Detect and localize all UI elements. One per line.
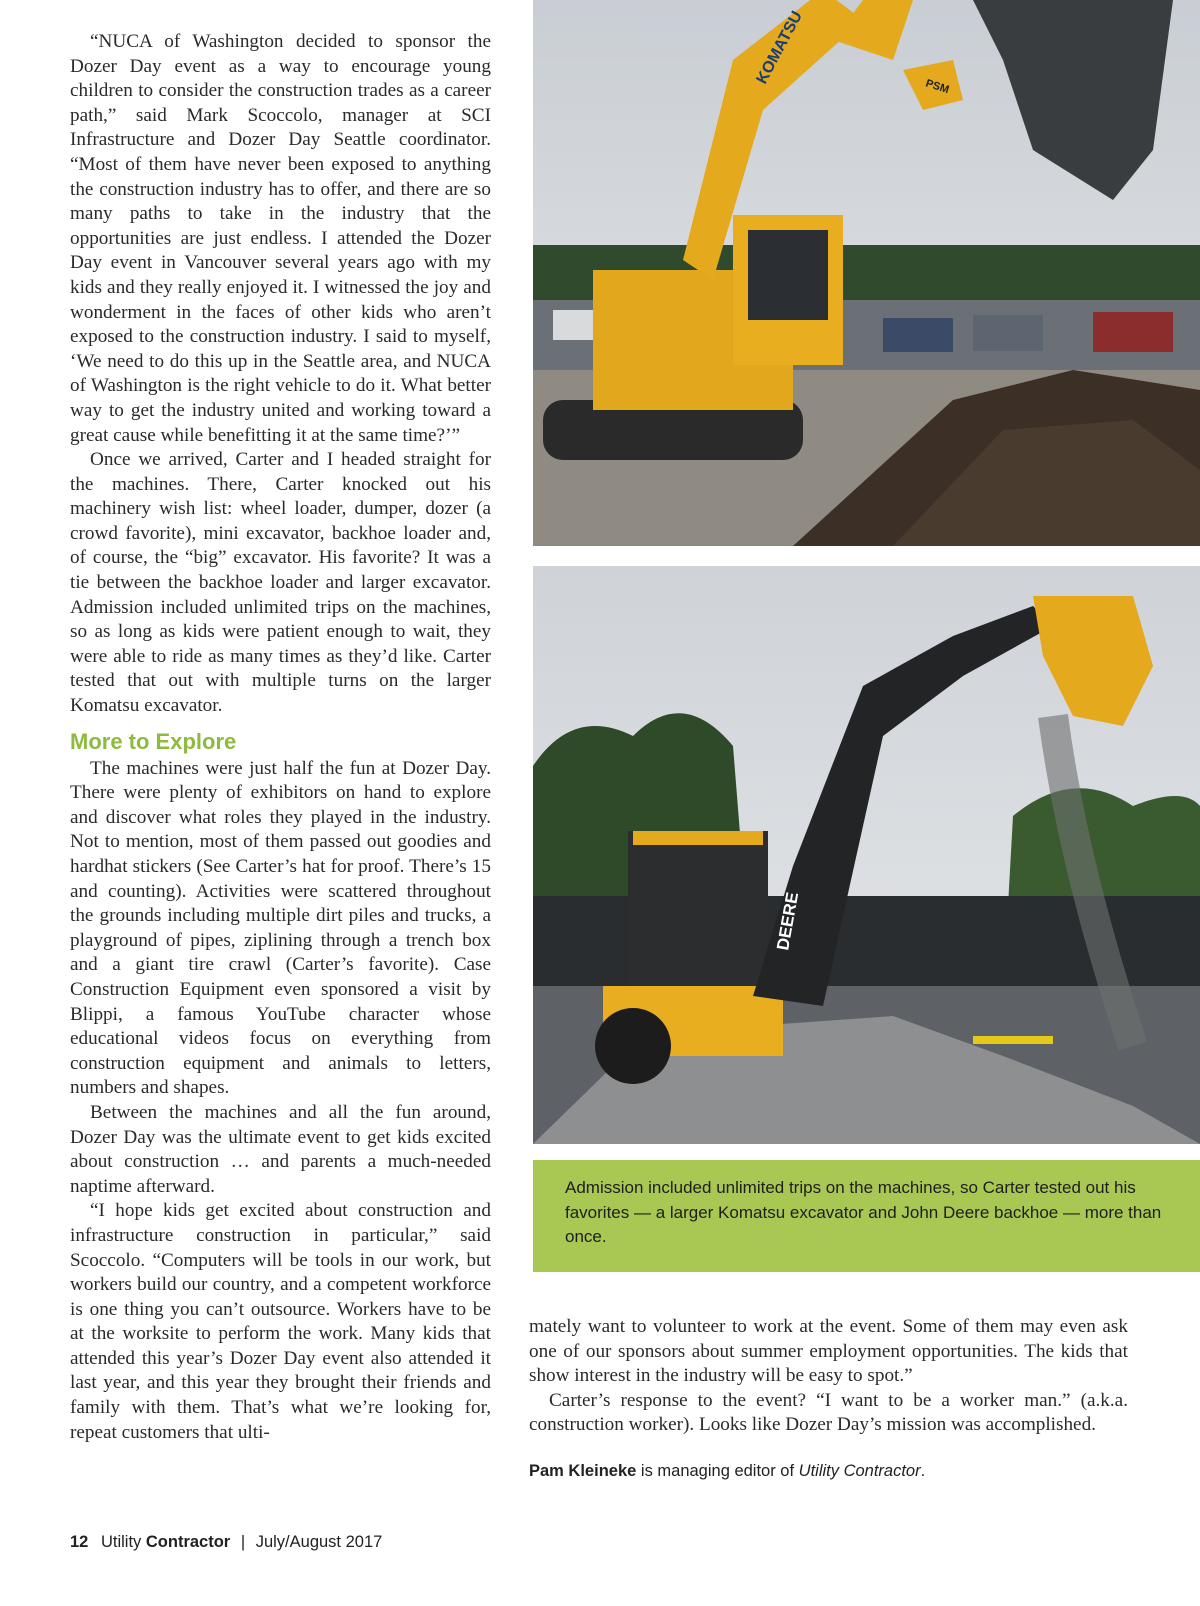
article-paragraph: Carter’s response to the event? “I want to be a worker man.” (a.k.a. construction worker). Looks like Dozer Day’s mission was accomplished. <box>529 1389 1128 1436</box>
issue-date: July/August 2017 <box>255 1533 383 1551</box>
author-bio-end: . <box>920 1462 926 1480</box>
deere-logo-text: DEERE <box>773 890 803 952</box>
author-bio <box>529 1462 1129 1481</box>
publication-name: Utility Contractor <box>798 1462 921 1480</box>
article-paragraph: Once we arrived, Carter and I headed straight for the machines. There, Carter knocked out his machinery wish list: wheel loader, dumper, dozer (a crowd favorite), mini excavator, backhoe loader and, of course, the “big” excavator. His favorite? It was a tie between the backhoe loader and larger excavator. Admission included unlimited trips on the machines, so as long as kids were patient enough to wait, they were able to ride as many times as they’d like. Carter tested that out with multiple turns on the larger Komatsu excavator. <box>70 449 491 717</box>
footer-separator: | <box>240 1533 246 1551</box>
article-paragraph: The machines were just half the fun at Dozer Day. There were plenty of exhibitors on hand to explore and discover what roles they played in the industry. Not to mention, most of them passed out goodies and hardhat stickers (See Carter’s hat for proof. There’s 15 and counting). Activities were scattered throughout the grounds including multiple dirt piles and trucks, a playground of pipes, ziplining through a trench box and a giant tire crawl (Carter’s favorite). Case Construction Equipment even sponsored a visit by Blippi, a famous YouTube character whose educational videos focus on everything from construction equipment and animals to letters, numbers and shapes. <box>70 757 491 1099</box>
photo-caption: Admission included unlimited trips on the machines, so Carter tested out his favorites — a larger Komatsu excavator and John Deere backhoe — more than once. <box>533 1160 1200 1272</box>
article-paragraph: “NUCA of Washington decided to sponsor the Dozer Day event as a way to encourage young children to consider the construction trades as a career path,” said Mark Scoccolo, manager at SCI Infrastructure and Dozer Day Seattle coordinator. “Most of them have never been exposed to anything the construction industry has to offer, and there are so many paths to take in the industry that the opportunities are just endless. I attended the Dozer Day event in Vancouver several years ago with my kids and they really enjoyed it. I witnessed the joy and wonderment in the faces of other kids who aren’t exposed to the construction industry. I said to myself, ‘We need to do this up in the Seattle area, and NUCA of Washington is the right vehicle to do it. What better way to get the industry united and working toward a great cause while benefitting it at the same time?’” <box>70 31 491 446</box>
article-paragraph: mately want to volunteer to work at the event. Some of them may even ask one of our sponsors about summer employment opportunities. The kids that show interest in the industry will be easy to spot.” <box>529 1316 1128 1387</box>
article-paragraph: Between the machines and all the fun around, Dozer Day was the ultimate event to get kids excited about construction … and parents a much-needed naptime afterward. <box>70 1101 491 1197</box>
author-bio-text: is managing editor of <box>636 1462 799 1480</box>
section-heading: More to Explore <box>70 728 237 754</box>
komatsu-excavator-photo <box>533 0 1200 546</box>
article-paragraph: “I hope kids get excited about construction and infrastructure construction in particular,” said Scoccolo. “Computers will be tools in our work, but workers build our country, and a competent workforce is one thing you can’t outsource. Workers have to be at the worksite to perform the work. Many kids that attended this year’s Dozer Day event also attended it last year, and this year they brought their friends and family with them. That’s what we’re looking for, repeat customers that ulti- <box>70 1200 491 1443</box>
page-number: 12 <box>70 1533 89 1551</box>
page-footer <box>70 1533 382 1552</box>
psm-logo-text: PSM <box>924 77 951 97</box>
deere-backhoe-photo <box>533 566 1200 1144</box>
article-left-column <box>70 30 491 1445</box>
magazine-name-bold: Contractor <box>145 1533 231 1551</box>
author-name: Pam Kleineke <box>529 1462 637 1480</box>
komatsu-logo-text: KOMATSU <box>753 8 806 87</box>
article-right-column <box>529 1315 1128 1438</box>
magazine-name-regular: Utility <box>100 1533 142 1551</box>
